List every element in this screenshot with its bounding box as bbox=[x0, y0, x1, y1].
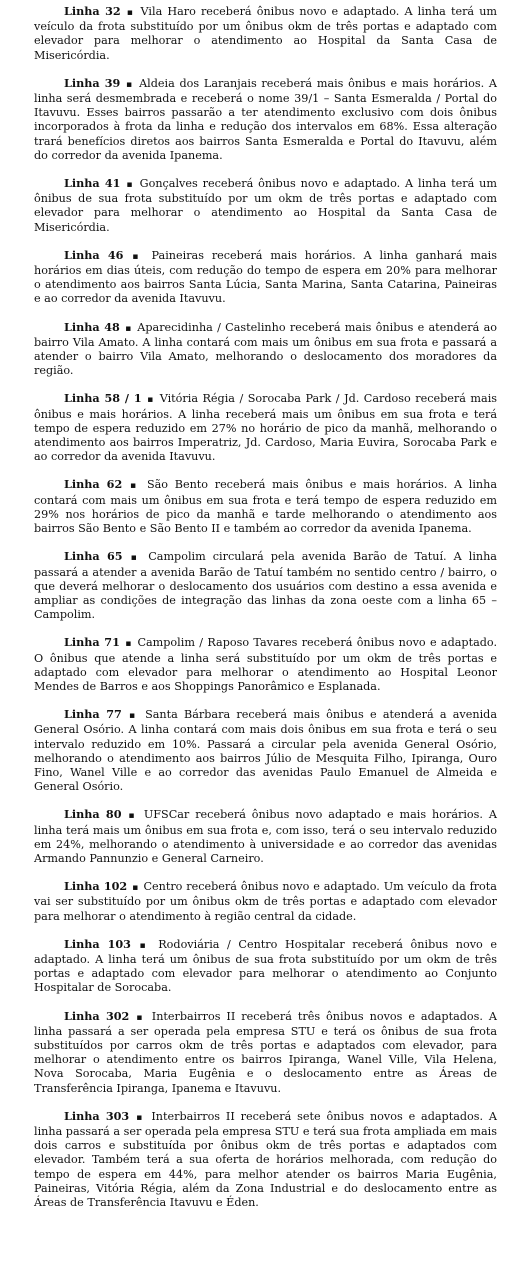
bullet-separator: ▪ bbox=[132, 251, 143, 262]
bullet-separator: ▪ bbox=[136, 1012, 145, 1023]
line-description: Gonçalves receberá ônibus novo e adaptado. A linha terá um ônibus de sua frota substituído por um okm de três portas e adaptado com elevador para melhorar o atendimento ao Hospital da Santa Casa de Misericórdia. bbox=[34, 177, 497, 234]
line-number: Linha 303 bbox=[64, 1108, 130, 1123]
line-description: Campolim / Raposo Tavares receberá ônibus novo e adaptado. O ônibus que atende a linha será substituído por um okm de três portas e adaptado com elevador para melhorar o atendimento ao Hospital Leonor Mendes de Barros e aos Shoppings Panorâmico e Esplanada. bbox=[34, 636, 498, 693]
line-number: Linha 46 bbox=[64, 247, 124, 262]
bullet-separator: ▪ bbox=[129, 711, 138, 722]
line-description: Centro receberá ônibus novo e adaptado. Um veículo da frota vai ser substituído por um ônibus okm de três portas e adaptado com elevador para melhorar o atendimento à região central da cidade. bbox=[34, 880, 497, 923]
line-number: Linha 102 bbox=[64, 879, 128, 894]
line-entry-65 bbox=[34, 549, 497, 622]
line-description: São Bento receberá mais ônibus e mais horários. A linha contará com mais um ônibus em sua frota e terá tempo de espera reduzido em 29% nos horários de pico da manhã e tarde melhorando o atendimento aos bairros São Bento e São Bento II e também ao corredor da avenida Ipanema. bbox=[34, 478, 498, 536]
bullet-separator: ▪ bbox=[129, 481, 140, 492]
line-number: Linha 41 bbox=[64, 176, 121, 191]
line-number: Linha 71 bbox=[64, 635, 120, 650]
bullet-separator: ▪ bbox=[125, 323, 132, 334]
bullet-separator: ▪ bbox=[126, 79, 134, 90]
bullet-separator: ▪ bbox=[126, 8, 135, 18]
bullet-separator: ▪ bbox=[130, 553, 141, 564]
line-entry-32 bbox=[34, 4, 497, 63]
line-entry-46 bbox=[34, 248, 497, 307]
line-description: Interbairros II receberá três ônibus novos e adaptados. A linha passará a ser operada pela empresa STU e terá os ônibus de sua frota substituídos por carros okm de três portas e adaptados com elevador, para melhorar o atendimento entre os bairros Ipiranga, Wanel Ville, Vila Helena, Nova Sorocaba, Maria Eugênia e o deslocamento entre as Áreas de Transferência Ipiranga, Ipanema e Itavuvu. bbox=[34, 1009, 497, 1095]
line-description: Aparecidinha / Castelinho receberá mais ônibus e atenderá ao bairro Vila Amato. A linha contará com mais um ônibus em sua frota e passará a atender o bairro Vila Amato, melhorando o deslocamento dos moradores da região. bbox=[34, 320, 497, 378]
line-number: Linha 77 bbox=[64, 707, 122, 722]
bullet-separator: ▪ bbox=[125, 639, 133, 650]
line-description: Vila Haro receberá ônibus novo e adaptado. A linha terá um veículo da frota substituído por um ônibus okm de três portas e adaptado com elevador para melhorar o atendimento ao Hospital da Santa Casa de Misericórdia. bbox=[34, 5, 498, 62]
line-description: Campolim circulará pela avenida Barão de Tatuí. A linha passará a atender a avenida Barão de Tatuí também no sentido centro / bairro, o que deverá melhorar o deslocamento dos usuários com destino a essa avenida e ampliar as condições de integração das linhas da zona oeste com a linha 65 – Campolim. bbox=[34, 550, 497, 622]
line-description: Aldeia dos Laranjais receberá mais ônibus e mais horários. A linha será desmembrada e receberá o nome 39/1 – Santa Esmeralda / Portal do Itavuvu. Esses bairros passarão a ter atendimento exclusivo com dois ônibus incorporados à frota da linha e redução dos intervalos em 68%. Essa alteração trará benefícios diretos aos bairros Santa Esmeralda e Portal do Itavuvu, além do corredor da avenida Ipanema. bbox=[34, 76, 497, 162]
line-entry-48 bbox=[34, 320, 497, 379]
line-number: Linha 302 bbox=[64, 1008, 130, 1023]
bullet-separator: ▪ bbox=[139, 940, 150, 951]
line-description: Interbairros II receberá sete ônibus novos e adaptados. A linha passará a ser operada pela empresa STU e terá sua frota ampliada em mais dois carros e substituída por ônibus okm de três portas e adaptados com elevador. Também terá a sua oferta de horários melhorada, com redução do tempo de espera em 44%, para melhor atender os bairros Maria Eugênia, Paineiras, Vitória Régia, além da Zona Industrial e do deslocamento entre as Áreas de Transferência Itavuvu e Éden. bbox=[34, 1109, 498, 1210]
line-entry-103 bbox=[34, 937, 497, 996]
line-number: Linha 80 bbox=[64, 807, 122, 822]
line-description: Rodoviária / Centro Hospitalar receberá ônibus novo e adaptado. A linha terá um ônibus de sua frota substituído por um okm de três portas e adaptado com elevador para melhorar o atendimento ao Conjunto Hospitalar de Sorocaba. bbox=[34, 937, 497, 995]
line-entry-77 bbox=[34, 707, 497, 794]
line-entry-71 bbox=[34, 635, 497, 694]
line-description: Santa Bárbara receberá mais ônibus e atenderá a avenida General Osório. A linha contará com mais dois ônibus em sua frota e terá o seu intervalo reduzido em 10%. Passará a circular pela avenida General Osório, melhorando o atendimento aos bairros Júlio de Mesquita Filho, Ipiranga, Ouro Fino, Wanel Ville e ao corredor das avenidas Paulo Emanuel de Almeida e General Osório. bbox=[34, 708, 497, 794]
line-number: Linha 103 bbox=[64, 936, 131, 951]
line-number: Linha 48 bbox=[64, 319, 120, 334]
bullet-separator: ▪ bbox=[147, 395, 155, 406]
line-entry-302 bbox=[34, 1009, 497, 1096]
bullet-separator: ▪ bbox=[128, 811, 137, 822]
bullet-separator: ▪ bbox=[136, 1112, 145, 1123]
line-description: UFSCar receberá ônibus novo adaptado e mais horários. A linha terá mais um ônibus em sua frota e, com isso, terá o seu intervalo reduzido em 24%, melhorando o atendimento à universidade e ao corredor das avenidas Armando Pannunzio e General Carneiro. bbox=[34, 808, 497, 865]
line-entry-39 bbox=[34, 76, 497, 163]
line-description: Vitória Régia / Sorocaba Park / Jd. Cardoso receberá mais ônibus e mais horários. A linha receberá mais um ônibus em sua frota e terá tempo de espera reduzido em 27% no horário de pico da manhã, melhorando o atendimento aos bairros Imperatriz, Jd. Cardoso, Maria Euvira, Sorocaba Park e ao corredor da avenida Itavuvu. bbox=[34, 392, 498, 464]
line-description: Paineiras receberá mais horários. A linha ganhará mais horários em dias úteis, com redução do tempo de espera em 20% para melhorar o atendimento aos bairros Santa Lúcia, Santa Marina, Santa Catarina, Paineiras e ao corredor da avenida Itavuvu. bbox=[34, 248, 497, 306]
line-number: Linha 39 bbox=[64, 75, 121, 90]
line-entry-102 bbox=[34, 879, 497, 924]
line-number: Linha 65 bbox=[64, 549, 123, 564]
line-entry-62 bbox=[34, 477, 497, 536]
bullet-separator: ▪ bbox=[126, 180, 134, 191]
line-entry-41 bbox=[34, 176, 497, 235]
line-entry-303 bbox=[34, 1109, 497, 1210]
bullet-separator: ▪ bbox=[132, 883, 139, 894]
line-number: Linha 58 / 1 bbox=[64, 391, 142, 406]
line-entry-58-1 bbox=[34, 391, 497, 464]
line-entry-80 bbox=[34, 807, 497, 866]
line-number: Linha 62 bbox=[64, 477, 123, 492]
line-number: Linha 32 bbox=[64, 4, 121, 18]
